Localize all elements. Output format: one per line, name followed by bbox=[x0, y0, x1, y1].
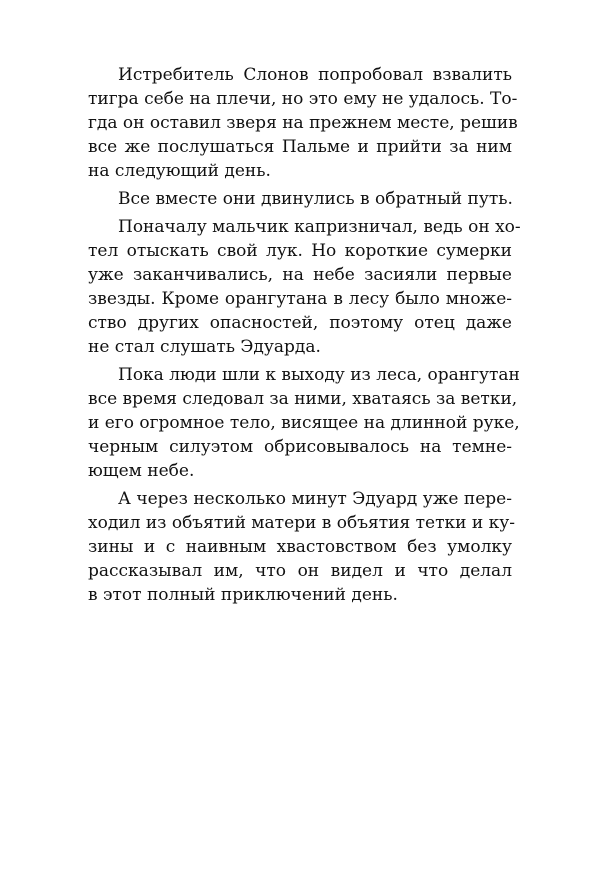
paragraph-4 bbox=[88, 363, 520, 483]
text-line: звезды. Кроме орангутана в лесу было множе- bbox=[88, 289, 512, 309]
text-line: гда он оставил зверя на прежнем месте, решив bbox=[88, 113, 518, 133]
text-line: в этот полный приключений день. bbox=[88, 585, 398, 605]
text-line: все время следовал за ними, хватаясь за ветки, bbox=[88, 389, 518, 409]
text-line: черным силуэтом обрисовывалось на темне- bbox=[88, 437, 512, 457]
text-line: тел отыскать свой лук. Но короткие сумерки bbox=[88, 241, 512, 261]
paragraph-5 bbox=[88, 487, 515, 607]
text-line: и его огромное тело, висящее на длинной руке, bbox=[88, 413, 520, 433]
text-line: рассказывал им, что он видел и что делал bbox=[88, 561, 512, 581]
text-line: ство других опасностей, поэтому отец даже bbox=[88, 313, 512, 333]
text-line: уже заканчивались, на небе засияли первые bbox=[88, 265, 512, 285]
text-line: А через несколько минут Эдуард уже пере- bbox=[118, 489, 512, 509]
paragraph-3 bbox=[88, 215, 521, 359]
paragraph-2 bbox=[88, 187, 512, 211]
text-line: тигра себе на плечи, но это ему не удалось. То- bbox=[88, 89, 518, 109]
text-line: не стал слушать Эдуарда. bbox=[88, 337, 321, 357]
paragraph-1 bbox=[88, 63, 518, 183]
text-line: на следующий день. bbox=[88, 161, 271, 181]
text-line: Истребитель Слонов попробовал взвалить bbox=[118, 65, 512, 85]
text-line: Поначалу мальчик капризничал, ведь он хо- bbox=[118, 217, 521, 237]
text-line: все же послушаться Пальме и прийти за ним bbox=[88, 137, 512, 157]
text-line: Все вместе они двинулись в обратный путь. bbox=[118, 189, 513, 209]
text-line: Пока люди шли к выходу из леса, орангутан bbox=[118, 365, 520, 385]
text-line: зины и с наивным хвастовством без умолку bbox=[88, 537, 512, 557]
text-line: ходил из объятий матери в объятия тетки и ку- bbox=[88, 513, 515, 533]
body-text bbox=[88, 63, 521, 611]
text-line: ющем небе. bbox=[88, 461, 195, 481]
